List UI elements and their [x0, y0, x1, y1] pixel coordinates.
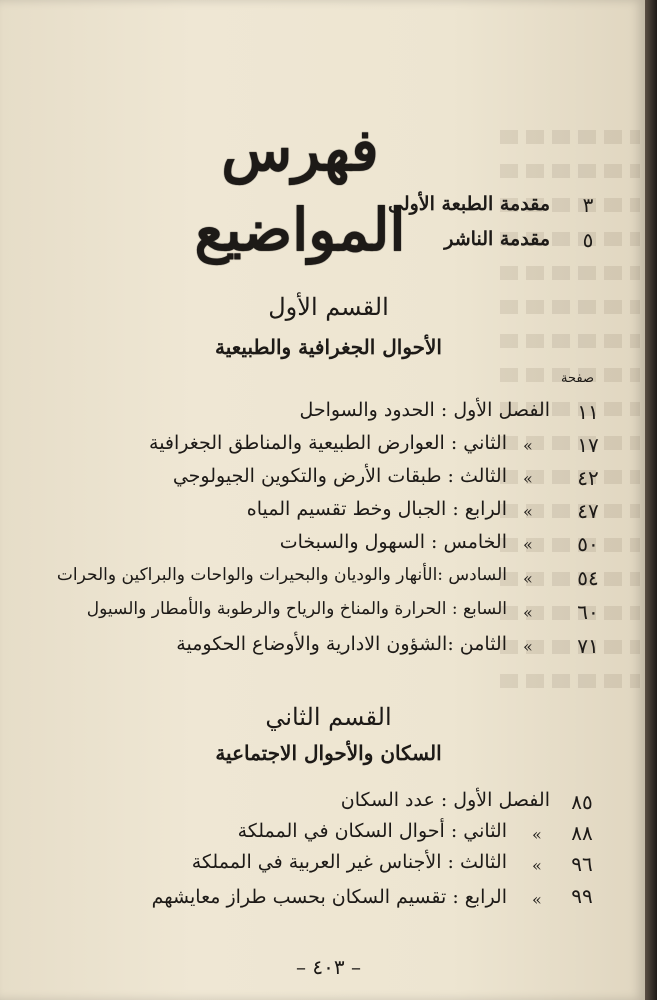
- entry-page-number: ١٧: [577, 433, 599, 457]
- toc-entry: الثالث : الأجناس غير العربية في المملكة: [191, 851, 507, 873]
- ditto-mark: «: [523, 436, 533, 455]
- entry-page-number: ٧١: [577, 634, 599, 658]
- toc-entry: الثالث : طبقات الأرض والتكوين الجيولوجي: [172, 465, 507, 487]
- toc-entry: السادس :الأنهار والوديان والبحيرات والواحات والبراكين والحرات: [56, 565, 507, 585]
- toc-entry: الرابع : الجبال وخط تقسيم المياه: [246, 498, 507, 520]
- ditto-mark: «: [532, 890, 542, 909]
- entry-page-number: ٨٥: [571, 790, 593, 814]
- entry-page-number: ٨٨: [571, 821, 593, 845]
- intro-entry: مقدمة الطبعة الأولى: [387, 193, 550, 215]
- ditto-mark: «: [523, 502, 533, 521]
- entry-page-number: ٩٦: [571, 852, 593, 876]
- entry-page-number: ١١: [577, 400, 599, 424]
- section-title: القسم الثاني: [265, 703, 392, 731]
- page-folio-number: – ٤٠٣ –: [296, 955, 361, 979]
- ditto-mark: «: [523, 603, 533, 622]
- intro-entry: مقدمة الناشر: [444, 228, 550, 250]
- ditto-mark: «: [523, 637, 533, 656]
- toc-entry: الثاني : العوارض الطبيعية والمناطق الجغرافية: [149, 432, 507, 454]
- toc-entry: الرابع : تقسيم السكان بحسب طراز معايشهم: [151, 886, 507, 908]
- entry-page-number: ٥٤: [577, 566, 599, 590]
- section-subtitle: الأحوال الجغرافية والطبيعية: [215, 335, 442, 359]
- toc-entry: السابع : الحرارة والمناخ والرياح والرطوبة والأمطار والسيول: [86, 599, 507, 619]
- section-subtitle: السكان والأحوال الاجتماعية: [215, 741, 442, 765]
- ditto-mark: «: [523, 469, 533, 488]
- toc-entry: الفصل الأول : عدد السكان: [340, 789, 550, 811]
- ditto-mark: «: [532, 856, 542, 875]
- entry-page-number: ٤٢: [577, 466, 599, 490]
- entry-page-number: ٤٧: [577, 499, 599, 523]
- entry-page-number: ٥٠: [577, 532, 599, 556]
- entry-page-number: ٦٠: [577, 600, 599, 624]
- intro-page-number: ٣: [582, 193, 594, 217]
- entry-page-number: ٩٩: [571, 884, 593, 908]
- toc-entry: الثامن :الشؤون الادارية والأوضاع الحكومية: [176, 633, 507, 655]
- toc-entry: الفصل الأول : الحدود والسواحل: [299, 399, 550, 421]
- page-title: فهرس المواضيع: [194, 116, 406, 264]
- ditto-mark: «: [523, 535, 533, 554]
- page-edge: [645, 0, 657, 1000]
- toc-entry: الخامس : السهول والسبخات: [279, 531, 507, 553]
- ditto-mark: «: [523, 569, 533, 588]
- ditto-mark: «: [532, 825, 542, 844]
- section-title: القسم الأول: [268, 293, 389, 321]
- intro-page-number: ٥: [582, 228, 594, 252]
- toc-entry: الثاني : أحوال السكان في المملكة: [237, 820, 507, 842]
- page-column-header: صفحة: [561, 371, 594, 386]
